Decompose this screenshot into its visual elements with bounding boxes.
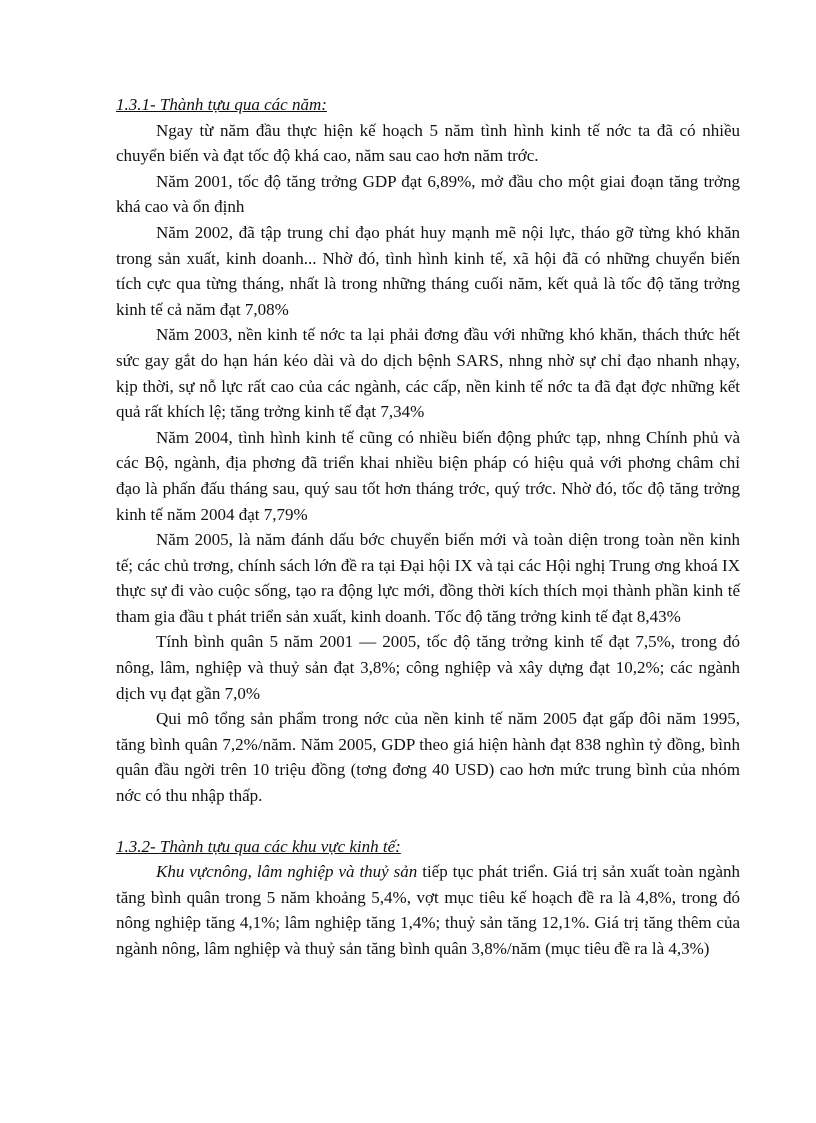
section-heading-1-3-2: 1.3.2- Thành tựu qua các khu vực kinh tế: <box>116 836 401 856</box>
paragraph: Năm 2004, tình hình kinh tế cũng có nhiều biến động phức tạp, nhng Chính phủ và các Bộ, ngành, địa phơng đã triển khai nhiều biện pháp có hiệu quả với phơng châm chỉ đạo là phấn đấu tháng sau, quý sau tốt hơn tháng trớc, quý trớc. Nhờ đó, tốc độ tăng trởng kinh tế năm 2004 đạt 7,79% <box>116 427 740 524</box>
paragraph: Năm 2005, là năm đánh dấu bớc chuyển biến mới và toàn diện trong toàn nền kinh tế; các chủ trơng, chính sách lớn đề ra tại Đại hội IX và tại các Hội nghị Trung ơng khoá IX thực sự đi vào cuộc sống, tạo ra động lực mới, đồng thời kích thích mọi thành phần kinh tế tham gia đầu t phát triển sản xuất, kinh doanh. Tốc độ tăng trởng kinh tế đạt 8,43% <box>116 530 740 626</box>
paragraph <box>116 859 740 961</box>
paragraph: Tính bình quân 5 năm 2001 — 2005, tốc độ tăng trởng kinh tế đạt 7,5%, trong đó nông, lâm, nghiệp và thuỷ sản đạt 3,8%; công nghiệp và xây dựng đạt 10,2%; các ngành dịch vụ đạt gần 7,0% <box>116 632 740 703</box>
document-body <box>116 92 740 962</box>
paragraph: Ngay từ năm đầu thực hiện kế hoạch 5 năm tình hình kinh tế nớc ta đã có nhiều chuyển biến và đạt tốc độ khá cao, năm sau cao hơn năm trớc. <box>116 120 740 166</box>
paragraph: Năm 2002, đã tập trung chỉ đạo phát huy mạnh mẽ nội lực, tháo gỡ từng khó khăn trong sản xuất, kinh doanh... Nhờ đó, tình hình kinh tế, xã hội đã có những chuyển biến tích cực qua từng tháng, nhất là trong những tháng cuối năm, kết quả là tốc độ tăng trởng kinh tế cả năm đạt 7,08% <box>116 222 740 319</box>
paragraph-lead-italic: Khu vựcnông, lâm nghiệp và thuỷ sản <box>156 862 418 882</box>
paragraph-text: tiếp tục phát triển. Giá trị sản xuất toàn ngành tăng bình quân trong 5 năm khoảng 5,4%, vợt mục tiêu kế hoạch đề ra là 4,8%, trong đó nông nghiệp tăng 4,1%; lâm nghiệp tăng 1,4%; thuỷ sản tăng 12,1%. Giá trị tăng thêm của ngành nông, lâm nghiệp và thuỷ sản tăng bình quân 3,8%/năm (mục tiêu đề ra là 4,3%) <box>116 862 740 958</box>
paragraph: Qui mô tổng sản phẩm trong nớc của nền kinh tế năm 2005 đạt gấp đôi năm 1995, tăng bình quân 7,2%/năm. Năm 2005, GDP theo giá hiện hành đạt 838 nghìn tỷ đồng, bình quân đầu ngời trên 10 triệu đồng (tơng đơng 40 USD) cao hơn mức trung bình của nhóm nớc có thu nhập thấp. <box>116 709 740 806</box>
section-heading-1-3-1: 1.3.1- Thành tựu qua các năm: <box>116 95 327 114</box>
paragraph: Năm 2003, nền kinh tế nớc ta lại phải đơng đầu với những khó khăn, thách thức hết sức gay gắt do hạn hán kéo dài và do dịch bệnh SARS, nhng nhờ sự chỉ đạo nhanh nhạy, kịp thời, sự nỗ lực rất cao của các ngành, các cấp, nền kinh tế nớc ta đã đạt đợc những kết quả rất khích lệ; tăng trởng kinh tế đạt 7,34% <box>116 325 740 422</box>
paragraph: Năm 2001, tốc độ tăng trởng GDP đạt 6,89%, mở đầu cho một giai đoạn tăng trởng khá cao và ổn định <box>116 171 740 217</box>
